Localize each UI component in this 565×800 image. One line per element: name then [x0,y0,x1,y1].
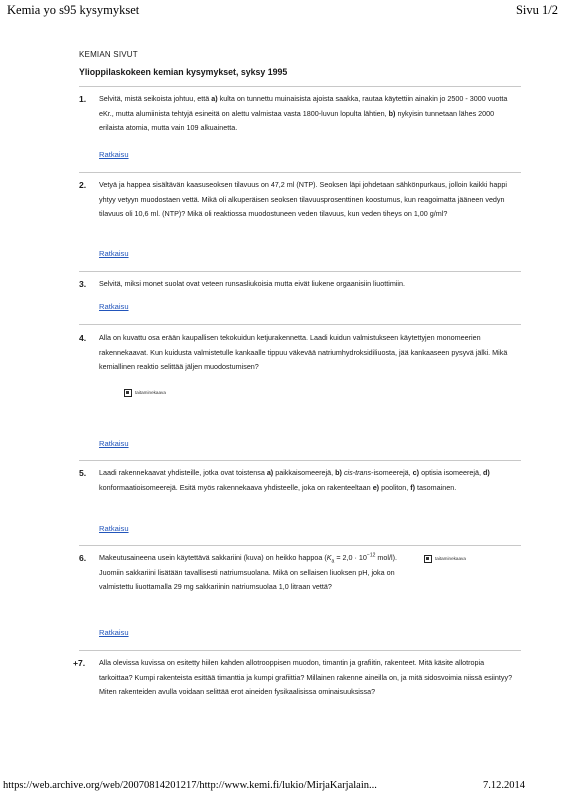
question-number: 4. [79,333,87,343]
saccharin-figure-placeholder: taitaminekaava [424,555,466,563]
question-text: Laadi rakennekaavat yhdisteille, jotka ovat toistensa a) paikkaisomeerejä, b) cis-trans-isomeerejä, c) optisia isomeerejä, d) konformaatioisomeerejä. Esitä myös rakennekaava yhdisteelle, joka on rakenteeltaan e) pooliton, f) tasomainen. [99,468,490,492]
broken-image-icon [424,555,432,563]
print-header [7,0,558,20]
question-number: 2. [79,180,87,190]
question-3 [79,277,519,292]
question-number: +7. [73,658,86,668]
question-7 [73,656,519,700]
solution-link-2[interactable]: Ratkaisu [99,249,129,258]
broken-image-icon [124,389,132,397]
page-title: Ylioppilaskokeen kemian kysymykset, syksy 1995 [79,67,288,77]
print-date: 7.12.2014 [483,780,525,791]
solution-link-4[interactable]: Ratkaisu [99,439,129,448]
divider [79,545,521,546]
question-text: Makeutusaineena usein käytettävä sakkariini (kuva) on heikko happoa ($K_a = 2,0 \cdot 10^{-12}$ mol/l). Juomiin sakkariini lisätään tavallisesti natriumsuolana. Mikä on sellaisen liuoksen pH, joka on valmistettu liuottamalla 29 mg sakkariinin natriumsuolaa 1,0 litraan vettä? [99,552,397,591]
question-text: Alla olevissa kuvissa on esitetty hiilen kahden allotrooppisen muodon, timantin ja grafiitin, rakenteet. Mitä käsite allotropia tarkoittaa? Kumpi rakenteista esittää timanttia ja kumpi grafiittia? Millainen rakenne aineilla on, ja mitä sidosvoimia niissä esiintyy? Miten rakenteiden avulla voidaan selittää erot aineiden fysikaalisissa ominaisuuksissa? [99,658,513,696]
question-text: Vetyä ja happea sisältävän kaasuseoksen tilavuus on 47,2 ml (NTP). Seoksen läpi johdetaan sähkönpurkaus, jolloin kaikki happi yhtyy vetyyn muodostaen vettä. Mikä oli alkuperäisen seoksen tilavuusprosenttinen koostumus, kun reagoimatta jääneen vedyn tilavuus oli 10,6 ml. (NTP)? Mikä oli reaktiossa muodostuneen veden tilavuus, kun veden tiheys on 1,00 g/ml? [99,180,507,218]
divider [79,172,521,173]
question-4 [79,331,519,375]
divider [79,324,521,325]
site-name: KEMIAN SIVUT [79,50,138,59]
print-footer [3,780,525,794]
divider [79,86,521,87]
divider [79,271,521,272]
question-5 [79,466,519,495]
print-header-title: Kemia yo s95 kysymykset [7,3,140,17]
question-6 [79,551,400,595]
source-url: https://web.archive.org/web/20070814201217/http://www.kemi.fi/lukio/MirjaKarjalain... [3,780,377,791]
question-number: 1. [79,94,87,104]
solution-link-3[interactable]: Ratkaisu [99,302,129,311]
structure-figure-placeholder: taitaminekaava [124,389,166,397]
question-text: Alla on kuvattu osa erään kaupallisen tekokuidun ketjurakennetta. Laadi kuidun valmistukseen käytettyjen monomeerien rakennekaavat. Kun kuidusta valmistetulle kankaalle tippuu väkevää natriumhydroksidiliuosta, jää kankaaseen pysyvä jälki. Mikä kemiallinen reaktio selittää jäljen muodostumisen? [99,333,508,371]
solution-link-5[interactable]: Ratkaisu [99,524,129,533]
divider [79,460,521,461]
question-number: 6. [79,553,87,563]
question-2 [79,178,519,222]
solution-link-1[interactable]: Ratkaisu [99,150,129,159]
solution-link-6[interactable]: Ratkaisu [99,628,129,637]
divider [79,650,521,651]
question-number: 3. [79,279,87,289]
question-number: 5. [79,468,87,478]
print-header-page-number: Sivu 1/2 [515,3,558,17]
question-text: Selvitä, mistä seikoista johtuu, että a) kulta on tunnettu muinaisista ajoista saakka, rautaa käytettiin ainakin jo 2500 - 3000 vuotta eKr., mutta alumiinista tehtyjä esineitä on alettu valmistaa vasta 1800-luvun lopulta lähtien, b) nykyisin tunnetaan lähes 2000 erilaista atomia, mutta vain 109 alkuainetta. [99,94,508,132]
question-text: Selvitä, miksi monet suolat ovat veteen runsasliukoisia mutta eivät liukene orgaanisiin liuottimiin. [99,279,406,288]
question-1 [79,92,519,136]
